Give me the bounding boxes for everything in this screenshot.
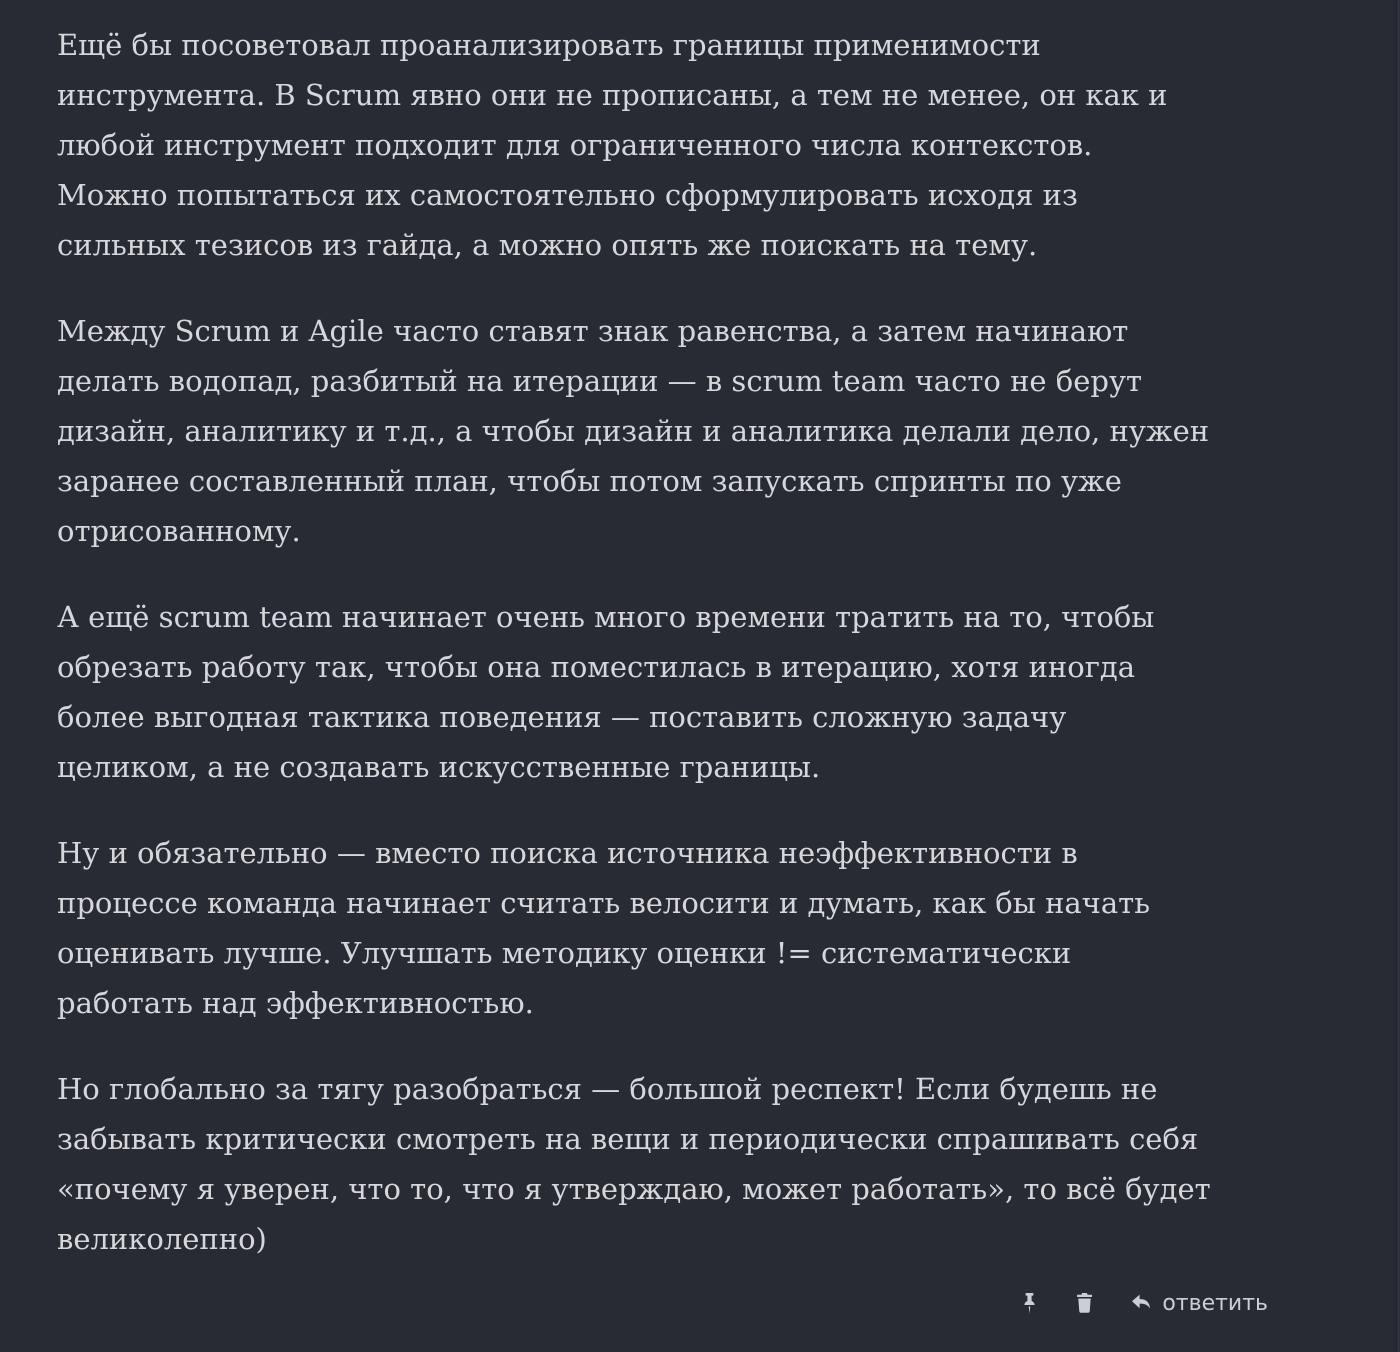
- paragraph-line: А ещё scrum team начинает очень много времени тратить на то, чтобы: [57, 600, 1155, 634]
- paragraph-line: процессе команда начинает считать велосити и думать, как бы начать: [57, 886, 1150, 920]
- paragraph-line: обрезать работу так, чтобы она поместилась в итерацию, хотя иногда: [57, 650, 1136, 684]
- paragraph-line: Можно попытаться их самостоятельно сформулировать исходя из: [57, 178, 1078, 212]
- delete-button[interactable]: [1074, 1291, 1095, 1315]
- paragraph-line: великолепно): [57, 1222, 267, 1256]
- paragraph-line: отрисованному.: [57, 514, 301, 548]
- pin-button[interactable]: [1019, 1291, 1040, 1315]
- paragraph-line: заранее составленный план, чтобы потом запускать спринты по уже: [57, 464, 1122, 498]
- comment-paragraph: [57, 592, 1300, 792]
- paragraph-line: Ну и обязательно — вместо поиска источника неэффективности в: [57, 836, 1078, 870]
- pin-icon: [1019, 1291, 1040, 1315]
- paragraph-line: делать водопад, разбитый на итерации — в scrum team часто не берут: [57, 364, 1143, 398]
- paragraph-line: Ещё бы посоветовал проанализировать границы применимости: [57, 28, 1041, 62]
- reply-arrow-icon: [1129, 1291, 1153, 1315]
- paragraph-line: сильных тезисов из гайда, а можно опять же поискать на тему.: [57, 228, 1038, 262]
- reply-button[interactable]: [1129, 1291, 1268, 1316]
- page-right-edge: [1396, 0, 1400, 1352]
- paragraph-line: Но глобально за тягу разобраться — большой респект! Если будешь не: [57, 1072, 1158, 1106]
- comment-paragraph: [57, 1064, 1300, 1264]
- paragraph-line: оценивать лучше. Улучшать методику оценки != систематически: [57, 936, 1072, 970]
- paragraph-line: целиком, а не создавать искусственные границы.: [57, 750, 821, 784]
- paragraph-line: более выгодная тактика поведения — поставить сложную задачу: [57, 700, 1067, 734]
- comment-paragraph: [57, 20, 1300, 270]
- paragraph-line: работать над эффективностью.: [57, 986, 534, 1020]
- comment-paragraph: [57, 828, 1300, 1028]
- comment-paragraph: [57, 306, 1300, 556]
- paragraph-line: «почему я уверен, что то, что я утверждаю, может работать», то всё будет: [57, 1172, 1211, 1206]
- paragraph-line: Между Scrum и Agile часто ставят знак равенства, а затем начинают: [57, 314, 1129, 348]
- paragraph-line: инструмента. В Scrum явно они не прописаны, а тем не менее, он как и: [57, 78, 1168, 112]
- trash-icon: [1074, 1291, 1095, 1315]
- reply-label: ответить: [1162, 1290, 1268, 1316]
- paragraph-line: забывать критически смотреть на вещи и периодически спрашивать себя: [57, 1122, 1199, 1156]
- comment-actions: [0, 1286, 1400, 1320]
- paragraph-line: дизайн, аналитику и т.д., а чтобы дизайн и аналитика делали дело, нужен: [57, 414, 1210, 448]
- paragraph-line: любой инструмент подходит для ограниченного числа контекстов.: [57, 128, 1093, 162]
